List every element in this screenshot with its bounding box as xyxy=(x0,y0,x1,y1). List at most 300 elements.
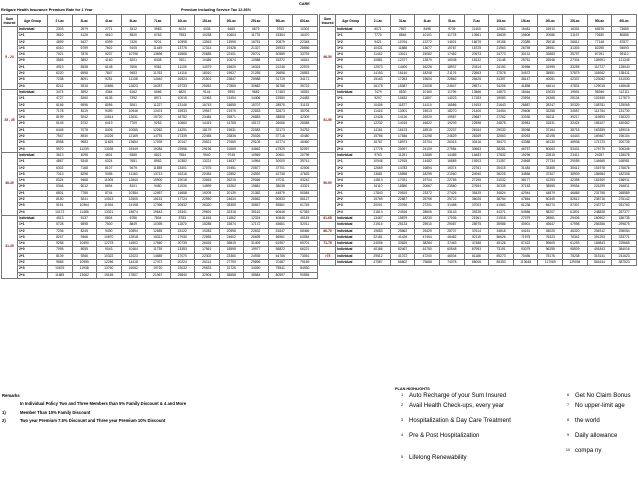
premium-cell: 22862 xyxy=(440,77,465,83)
premium-cell: 8783 xyxy=(170,215,195,221)
premium-cell: 74078 xyxy=(440,259,465,265)
premium-cell: 9480 xyxy=(146,184,171,190)
premium-cell: 21357 xyxy=(489,159,514,165)
premium-cell: 46004 xyxy=(440,253,465,259)
premium-cell: 6820 xyxy=(170,89,195,95)
premium-cell: 57422 xyxy=(513,241,538,247)
premium-cell: 11625 xyxy=(97,140,122,146)
premium-cell: 14637 xyxy=(219,159,244,165)
premium-cell: 70467 xyxy=(268,259,293,265)
premium-cell: 16470 xyxy=(293,33,318,39)
premium-cell: 14079 xyxy=(195,64,220,70)
premium-cell: 46320 xyxy=(563,228,588,234)
premium-cell: 180462 xyxy=(612,121,637,127)
premium-cell: 9315 xyxy=(72,83,97,89)
family-type-cell: Individual xyxy=(336,228,366,234)
premium-cell: 17396 xyxy=(146,203,171,209)
premium-cell: 43321 xyxy=(293,184,318,190)
premium-cell: 17036 xyxy=(440,215,465,221)
family-type-cell: 2+4 xyxy=(336,83,366,89)
premium-cell: 11739 xyxy=(146,247,171,253)
premium-cell: 18230 xyxy=(415,215,440,221)
premium-cell: 26320 xyxy=(195,203,220,209)
premium-cell: 37307 xyxy=(538,171,563,177)
premium-cell: 14116 xyxy=(170,71,195,77)
premium-cell: 31726 xyxy=(219,266,244,272)
premium-cell: 11877 xyxy=(390,102,415,108)
premium-cell: 35161 xyxy=(244,209,269,215)
premium-cell: 16175 xyxy=(366,83,391,89)
family-type-cell: 2+3 xyxy=(336,77,366,83)
premium-cell: 19643 xyxy=(146,209,171,215)
premium-cell: 22632 xyxy=(244,228,269,234)
premium-cell: 10870 xyxy=(97,234,122,240)
premium-cell: 182308 xyxy=(612,171,637,177)
premium-cell: 18132 xyxy=(464,58,489,64)
premium-cell: 6598 xyxy=(72,222,97,228)
premium-cell: 8150 xyxy=(48,197,73,203)
premium-cell: 16123 xyxy=(390,127,415,133)
premium-cell: 25871 xyxy=(219,115,244,121)
premium-cell: 18010 xyxy=(195,71,220,77)
family-type-cell: 1+1 xyxy=(18,159,48,165)
premium-cell: 89353 xyxy=(489,259,514,265)
premium-cell: 41072 xyxy=(390,253,415,259)
premium-cell: 9207 xyxy=(97,52,122,58)
benefit-text: the world xyxy=(575,417,600,424)
premium-cell: 7426 xyxy=(121,39,146,45)
premium-cell: 38909 xyxy=(563,171,588,177)
premium-cell: 16287 xyxy=(146,83,171,89)
premium-cell: 7847 xyxy=(97,71,122,77)
premium-cell: 14689 xyxy=(146,253,171,259)
sum-insured-column-header: 2 Lac xyxy=(48,15,73,27)
premium-cell: 16751 xyxy=(244,39,269,45)
premium-cell: 36211 xyxy=(538,115,563,121)
premium-cell: 10322 xyxy=(97,253,122,259)
premium-cell: 15163 xyxy=(366,77,391,83)
premium-cell: 10172 xyxy=(48,209,73,215)
premium-cell: 26698 xyxy=(268,71,293,77)
premium-cell: 14040 xyxy=(146,77,171,83)
premium-cell: 10382 xyxy=(170,159,195,165)
premium-cell: 56961 xyxy=(268,234,293,240)
family-type-cell: 2+1 xyxy=(336,127,366,133)
premium-cell: 2771 xyxy=(97,27,122,33)
premium-cell: 23360 xyxy=(219,253,244,259)
premium-cell: 2303 xyxy=(48,27,73,33)
premium-cell: 10632 xyxy=(390,96,415,102)
premium-cell: 15481 xyxy=(513,27,538,33)
sum-insured-column-header: 10Lac xyxy=(170,15,195,27)
premium-cell: 14198 xyxy=(121,203,146,209)
premium-cell: 37164 xyxy=(538,127,563,133)
premium-cell: 30956 xyxy=(513,64,538,70)
premium-cell: 18208 xyxy=(415,71,440,77)
premium-cell: 169843 xyxy=(587,241,612,247)
premium-cell: 15756 xyxy=(366,134,391,140)
premium-cell: 156984 xyxy=(587,171,612,177)
family-type-cell: 2+1 xyxy=(18,190,48,196)
benefit-text: No upper-limit age xyxy=(575,402,625,409)
premium-cell: 27262 xyxy=(489,115,514,121)
premium-cell: 114754 xyxy=(587,108,612,114)
premium-cell: 37718 xyxy=(268,134,293,140)
premium-cell: 19557 xyxy=(440,115,465,121)
premium-cell: 47011 xyxy=(268,178,293,184)
premium-cell: 29196 xyxy=(195,146,220,152)
premium-cell: 30989 xyxy=(268,52,293,58)
premium-cell: 19604 xyxy=(415,77,440,83)
premium-cell: 34171 xyxy=(293,77,318,83)
family-type-cell: 2+0 xyxy=(336,58,366,64)
premium-cell: 113648 xyxy=(513,259,538,265)
premium-cell: 4024 xyxy=(170,27,195,33)
premium-cell: 8930 xyxy=(72,134,97,140)
premium-cell: 14899 xyxy=(195,184,220,190)
premium-cell: 28951 xyxy=(538,45,563,51)
premium-cell: 21915 xyxy=(366,222,391,228)
premium-cell: 22704 xyxy=(415,140,440,146)
premium-cell: 6799 xyxy=(72,45,97,51)
premium-cell: 24109 xyxy=(415,146,440,152)
premium-cell: 47831 xyxy=(563,83,588,89)
premium-cell: 52097 xyxy=(293,146,318,152)
premium-cell: 8405 xyxy=(97,127,122,133)
premium-cell: 23815 xyxy=(195,178,220,184)
premium-cell: 10955 xyxy=(72,259,97,265)
premium-cell: 8846 xyxy=(390,33,415,39)
premium-cell: 33330 xyxy=(513,115,538,121)
premium-cell: 25018 xyxy=(538,39,563,45)
premium-cell: 16920 xyxy=(415,115,440,121)
premium-cell: 33625 xyxy=(390,241,415,247)
premium-cell: 19769 xyxy=(366,197,391,203)
family-type-cell: 2+0 xyxy=(336,121,366,127)
premium-cell: 7876 xyxy=(72,52,97,58)
premium-cell: 6408 xyxy=(146,58,171,64)
premium-cell: 22815 xyxy=(538,152,563,158)
premium-cell: 20001 xyxy=(366,203,391,209)
premium-cell: 238716 xyxy=(587,197,612,203)
premium-cell: 32904 xyxy=(195,272,220,278)
premium-cell: 11762 xyxy=(146,71,171,77)
premium-cell: 29896 xyxy=(244,259,269,265)
premium-cell: 15900 xyxy=(146,178,171,184)
premium-cell: 61957 xyxy=(268,241,293,247)
premium-cell: 13146 xyxy=(170,102,195,108)
sum-insured-column-header: 15Lac xyxy=(513,15,538,27)
age-group-cell: 61-65 xyxy=(320,215,336,221)
family-type-cell: 1+2 xyxy=(18,228,48,234)
premium-cell: 9258 xyxy=(48,241,73,247)
premium-cell: 34856 xyxy=(513,171,538,177)
premium-cell: 80865 xyxy=(612,33,637,39)
premium-cell: 231758 xyxy=(587,190,612,196)
premium-cell: 15151 xyxy=(146,197,171,203)
premium-cell: 4098 xyxy=(72,152,97,158)
premium-cell: 70456 xyxy=(513,253,538,259)
premium-cell: 281760 xyxy=(612,203,637,209)
premium-cell: 15262 xyxy=(219,184,244,190)
premium-cell: 29087 xyxy=(440,222,465,228)
premium-cell: 14502 xyxy=(121,241,146,247)
premium-cell: 17183 xyxy=(464,96,489,102)
premium-cell: 17263 xyxy=(390,77,415,83)
premium-cell: 13713 xyxy=(146,171,171,177)
premium-cell: 26026 xyxy=(195,241,220,247)
premium-cell: 52612 xyxy=(563,197,588,203)
premium-cell: 44161 xyxy=(513,228,538,234)
premium-cell: 37003 xyxy=(464,203,489,209)
premium-cell: 38584 xyxy=(244,272,269,278)
premium-cell: 15082 xyxy=(415,52,440,58)
premium-cell: 44371 xyxy=(489,209,514,215)
premium-cell: 7601 xyxy=(170,58,195,64)
premium-cell: 15285 xyxy=(195,222,220,228)
premium-cell: 20667 xyxy=(415,184,440,190)
premium-cell: 20685 xyxy=(195,52,220,58)
header-row xyxy=(2,15,318,27)
premium-cell: 47864 xyxy=(513,197,538,203)
premium-cell: 7983 xyxy=(170,33,195,39)
premium-cell: 73669 xyxy=(612,27,637,33)
premium-cell: 29512 xyxy=(366,253,391,259)
family-type-cell: 2+4 xyxy=(18,83,48,89)
sum-insured-column-header: 50Lac xyxy=(587,15,612,27)
family-type-cell: 2+2 xyxy=(18,134,48,140)
premium-cell: 9261 xyxy=(121,102,146,108)
premium-cell: 38555 xyxy=(538,184,563,190)
premium-cell: 16226 xyxy=(415,64,440,70)
premium-cell: 10604 xyxy=(219,33,244,39)
premium-cell: 15898 xyxy=(390,171,415,177)
premium-cell: 43386 xyxy=(513,140,538,146)
premium-cell: 17463 xyxy=(268,89,293,95)
premium-cell: 10946 xyxy=(366,159,391,165)
premium-cell: 39554 xyxy=(563,184,588,190)
premium-cell: 11160 xyxy=(121,171,146,177)
premium-cell: 7785 xyxy=(72,190,97,196)
premium-cell: 67363 xyxy=(293,209,318,215)
premium-cell: 15933 xyxy=(170,108,195,114)
premium-cell: 19707 xyxy=(244,102,269,108)
premium-cell: 51236 xyxy=(513,203,538,209)
highlights-title: PLAN HIGHLIGHTS xyxy=(395,387,430,391)
premium-cell: 37701 xyxy=(268,165,293,171)
premium-cell: 7178 xyxy=(48,108,73,114)
premium-cell: 13062 xyxy=(72,272,97,278)
premium-cell: 75688 xyxy=(415,259,440,265)
premium-cell: 9242 xyxy=(72,115,97,121)
premium-cell: 24940 xyxy=(464,171,489,177)
premium-cell: 42198 xyxy=(538,134,563,140)
premium-cell: 44979 xyxy=(268,190,293,196)
age-group-cell: 71-75 xyxy=(320,241,336,247)
premium-cell: 9983 xyxy=(72,140,97,146)
premium-cell: 12573 xyxy=(366,64,391,70)
premium-cell: 18051 xyxy=(293,89,318,95)
premium-cell: 12272 xyxy=(415,39,440,45)
premium-cell: 4160 xyxy=(97,58,122,64)
benefit-text: Hospitalization & Day Care Treatment xyxy=(409,417,511,424)
premium-cell: 99110 xyxy=(612,52,637,58)
premium-cell: 10946 xyxy=(121,108,146,114)
premium-cell: 31484 xyxy=(513,165,538,171)
premium-cell: 12324 xyxy=(244,215,269,221)
premium-cell: 5137 xyxy=(72,215,97,221)
premium-cell: 20739 xyxy=(170,241,195,247)
premium-cell: 60646 xyxy=(268,209,293,215)
premium-cell: 35058 xyxy=(513,127,538,133)
premium-cell: 25415 xyxy=(489,165,514,171)
premium-cell: 7392 xyxy=(121,96,146,102)
premium-cell: 4610 xyxy=(97,33,122,39)
premium-cell: 9970 xyxy=(48,146,73,152)
premium-cell: 3983 xyxy=(146,27,171,33)
family-type-cell: Individual xyxy=(18,89,48,95)
premium-cell: 22302 xyxy=(195,253,220,259)
premium-cell: 16622 xyxy=(415,121,440,127)
rate-sheet xyxy=(1,2,637,491)
family-type-cell: Individual xyxy=(336,89,366,95)
premium-cell: 24602 xyxy=(219,234,244,240)
premium-cell: 9201 xyxy=(146,39,171,45)
premium-cell: 15165 xyxy=(97,272,122,278)
remarks-title: Remarks xyxy=(2,392,20,398)
premium-cell: 10660 xyxy=(170,121,195,127)
premium-cell: 76323 xyxy=(538,234,563,240)
premium-cell: 6302 xyxy=(48,165,73,171)
family-type-cell: 1+2 xyxy=(18,102,48,108)
premium-cell: 5732 xyxy=(72,121,97,127)
premium-cell: 19033 xyxy=(538,89,563,95)
premium-cell: 12631 xyxy=(121,115,146,121)
premium-cell: 3312 xyxy=(121,27,146,33)
premium-cell: 28575 xyxy=(268,102,293,108)
premium-cell: 9144 xyxy=(195,89,220,95)
premium-cell: 35658 xyxy=(219,272,244,278)
age-group-cell: 36-40 xyxy=(2,152,18,215)
premium-cell: 53242 xyxy=(293,178,318,184)
premium-cell: 7804 xyxy=(146,215,171,221)
premium-cell: 22663 xyxy=(464,71,489,77)
premium-cell: 67993 xyxy=(464,247,489,253)
premium-cell: 29055 xyxy=(563,159,588,165)
premium-cell: 40646 xyxy=(268,215,293,221)
premium-cell: 21963 xyxy=(489,45,514,51)
premium-cell: 13760 xyxy=(97,266,122,272)
family-type-cell: 1+4 xyxy=(336,178,366,184)
benefit-text: Auto Recharge of your Sum Insured xyxy=(409,392,507,399)
premium-cell: 21327 xyxy=(244,45,269,51)
benefit-text: Pre & Post Hospitalization xyxy=(409,432,480,439)
premium-cell: 56626 xyxy=(489,234,514,240)
premium-cell: 42006 xyxy=(293,165,318,171)
premium-cell: 21501 xyxy=(195,77,220,83)
premium-cell: 10656 xyxy=(97,83,122,89)
sum-insured-column-header: 20Lac xyxy=(538,15,563,27)
family-type-cell: Individual xyxy=(336,259,366,265)
premium-cell: 186735 xyxy=(612,215,637,221)
premium-cell: 8530 xyxy=(390,89,415,95)
sum-insured-column-header: 3Lac xyxy=(390,15,415,27)
premium-cell: 61745 xyxy=(293,203,318,209)
premium-cell: 24365 xyxy=(538,96,563,102)
premium-cell: 14873 xyxy=(489,89,514,95)
premium-cell: 40480 xyxy=(293,134,318,140)
premium-cell: 13467 xyxy=(366,215,391,221)
left-premium-table xyxy=(1,14,318,279)
premium-cell: 27578 xyxy=(489,71,514,77)
premium-cell: 34557 xyxy=(563,108,588,114)
premium-cell: 6419 xyxy=(97,121,122,127)
premium-cell: 50349 xyxy=(538,197,563,203)
premium-cell: 41563 xyxy=(489,203,514,209)
premium-cell: 6998 xyxy=(72,71,97,77)
premium-cell: 16885 xyxy=(440,159,465,165)
premium-cell: 22852 xyxy=(219,171,244,177)
sum-insured-header: Sum Insured xyxy=(2,15,18,27)
age-group-cell: 66-70 xyxy=(320,228,336,234)
premium-cell: 34572 xyxy=(513,71,538,77)
family-type-cell: 2+2 xyxy=(336,134,366,140)
premium-cell: 7709 xyxy=(121,121,146,127)
remark-number: 1) xyxy=(2,409,6,415)
premium-cell: 22576 xyxy=(293,64,318,70)
premium-cell: 9753 xyxy=(268,27,293,33)
sum-insured-column-header: 25Lac xyxy=(563,15,588,27)
premium-cell: 46757 xyxy=(513,146,538,152)
premium-cell: 10486 xyxy=(195,58,220,64)
premium-cell: 20598 xyxy=(219,228,244,234)
premium-cell: 15172 xyxy=(244,121,269,127)
premium-cell: 14765 xyxy=(219,121,244,127)
premium-cell: 333771 xyxy=(612,234,637,240)
premium-cell: 256356 xyxy=(587,222,612,228)
premium-cell: 156107 xyxy=(587,121,612,127)
premium-cell: 13566 xyxy=(464,89,489,95)
premium-cell: 13001 xyxy=(390,108,415,114)
premium-cell: 11888 xyxy=(390,45,415,51)
premium-cell: 14485 xyxy=(440,152,465,158)
premium-cell: 17172 xyxy=(244,222,269,228)
premium-cell: 16767 xyxy=(366,140,391,146)
premium-cell: 34662 xyxy=(244,146,269,152)
premium-cell: 18595 xyxy=(219,247,244,253)
premium-cell: 15349 xyxy=(121,146,146,152)
premium-cell: 15720 xyxy=(146,115,171,121)
premium-cell: 66802 xyxy=(390,259,415,265)
premium-cell: 6086 xyxy=(146,89,171,95)
sum-insured-column-header: 5Lac xyxy=(121,15,146,27)
premium-cell: 125065 xyxy=(612,102,637,108)
premium-cell: 12262 xyxy=(146,127,171,133)
premium-cell: 31669 xyxy=(219,146,244,152)
premium-cell: 5201 xyxy=(121,58,146,64)
premium-cell: 28355 xyxy=(219,203,244,209)
premium-cell: 44614 xyxy=(538,83,563,89)
premium-cell: 47200 xyxy=(415,253,440,259)
premium-cell: 3592 xyxy=(72,89,97,95)
premium-cell: 61801 xyxy=(563,209,588,215)
premium-cell: 13995 xyxy=(219,39,244,45)
premium-cell: 13011 xyxy=(390,52,415,58)
premium-cell: 6166 xyxy=(48,102,73,108)
premium-cell: 248828 xyxy=(587,209,612,215)
premium-cell: 9479 xyxy=(121,165,146,171)
premium-cell: 11005 xyxy=(97,178,122,184)
